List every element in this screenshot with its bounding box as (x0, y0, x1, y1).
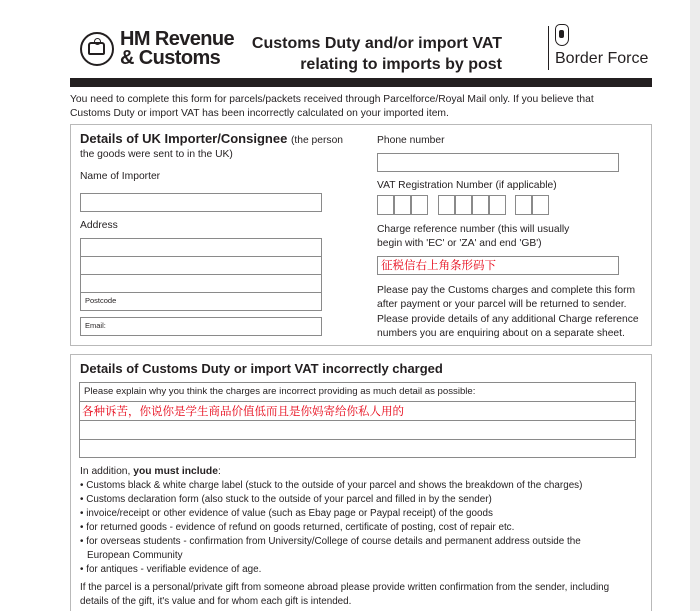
include-item: • for antiques - verifiable evidence of age. (80, 564, 262, 575)
hmrc-line2: & Customs (120, 47, 221, 69)
address-line-3-field[interactable] (80, 274, 322, 293)
hmrc-logo-text (120, 30, 234, 68)
include-heading: In addition, you must include: (80, 466, 221, 477)
include-item: • invoice/receipt or other evidence of value (such as Ebay page or Paypal receipt) of the goods (80, 508, 493, 519)
border-force-crest-icon (555, 24, 569, 46)
header-rule (70, 78, 652, 87)
address-label: Address (80, 220, 118, 231)
pay-note-line: Please pay the Customs charges and complete this form (377, 285, 636, 296)
include-item: • for overseas students - confirmation from University/College of course details and permanent address outside the (80, 536, 581, 547)
explanation-label: Please explain why you think the charges are incorrect providing as much detail as possible: (84, 386, 476, 397)
charge-ref-label: Charge reference number (this will usually (377, 224, 570, 235)
address-line-1-field[interactable] (80, 238, 322, 257)
charge-ref-value: 征税信右上角条形码下 (381, 260, 496, 272)
include-item: • Customs black & white charge label (stuck to the outside of your parcel and shows the breakdown of the charges) (80, 480, 583, 491)
explanation-field[interactable] (79, 382, 636, 458)
border-force-logo-text: Border Force (555, 50, 649, 67)
vat-digit-box[interactable] (438, 195, 455, 215)
vat-digit-box[interactable] (489, 195, 506, 215)
include-item: • Customs declaration form (also stuck to the outside of your parcel and filled in by the sender) (80, 494, 492, 505)
importer-section-title: Details of UK Importer/Consignee (the person (80, 131, 344, 146)
postcode-field[interactable] (80, 292, 322, 311)
explanation-value: 各种诉苦，你说你是学生商品价值低而且是你妈寄给你私人用的 (82, 406, 404, 418)
pay-note-line: after payment or your parcel will be returned to sender. (377, 299, 627, 310)
vat-digit-box[interactable] (394, 195, 411, 215)
vat-digit-box[interactable] (515, 195, 532, 215)
logo-divider (548, 26, 549, 70)
gift-note-line: If the parcel is a personal/private gift from someone abroad please provide written confirmation from the sender, including (80, 582, 610, 593)
hmrc-crest-icon (80, 32, 114, 66)
vat-label: VAT Registration Number (if applicable) (377, 180, 557, 191)
include-item: European Community (87, 550, 183, 561)
importer-name-field[interactable] (80, 193, 322, 212)
hmrc-line1: HM Revenue (120, 28, 235, 50)
vat-digit-box[interactable] (472, 195, 489, 215)
address-line-2-field[interactable] (80, 256, 322, 275)
pay-note-line: Please provide details of any additional Charge reference (377, 314, 639, 325)
scrollbar-track[interactable] (690, 0, 700, 611)
intro-text: You need to complete this form for parcels/packets received through Parcelforce/Royal Mail only. If you believe that Customs Duty or import VAT has been incorrectly calculated on your imported item. (70, 94, 594, 119)
phone-field[interactable] (377, 153, 619, 172)
include-item: • for returned goods - evidence of refund on goods returned, certificate of posting, cost of repair etc. (80, 522, 515, 533)
importer-name-label: Name of Importer (80, 171, 161, 182)
email-label: Email: (85, 321, 106, 330)
form-title: Customs Duty and/or import VAT relating to imports by post (251, 35, 502, 73)
charge-ref-hint: begin with 'EC' or 'ZA' and end 'GB') (377, 238, 542, 249)
charge-ref-field[interactable] (377, 256, 619, 275)
vat-digit-box[interactable] (411, 195, 428, 215)
importer-title-note: the goods were sent to in the UK) (80, 149, 233, 160)
email-field[interactable] (80, 317, 322, 336)
duty-section-title: Details of Customs Duty or import VAT incorrectly charged (80, 361, 443, 376)
postcode-label: Postcode (85, 296, 117, 305)
vat-digit-box[interactable] (377, 195, 394, 215)
vat-digit-box[interactable] (455, 195, 472, 215)
gift-note-line: details of the gift, it's value and for whom each gift is intended. (80, 596, 352, 607)
pay-note-line: numbers you are enquiring about on a separate sheet. (377, 328, 625, 339)
phone-label: Phone number (377, 135, 445, 146)
vat-digit-box[interactable] (532, 195, 549, 215)
